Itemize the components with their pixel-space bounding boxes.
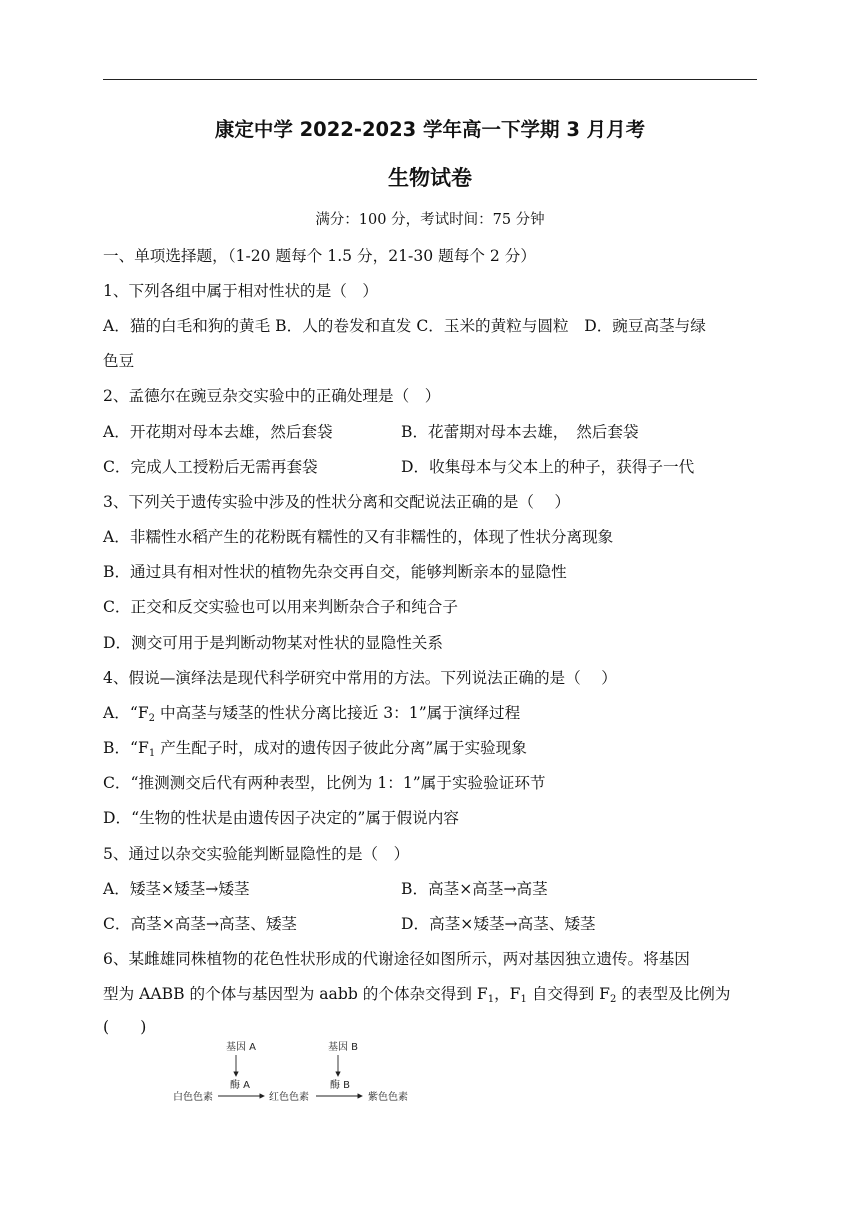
q2-option-a: A．开花期对母本去雄，然后套袋 [103, 423, 333, 441]
q1-stem: 1、下列各组中属于相对性状的是（ ） [103, 282, 379, 300]
q3-option-b: B．通过具有相对性状的植物先杂交再自交，能够判断亲本的显隐性 [103, 563, 567, 581]
q2-option-c: C．完成人工授粉后无需再套袋 [103, 458, 318, 476]
red-pigment-label: 红色色素 [269, 1092, 309, 1103]
white-pigment-label: 白色色素 [173, 1092, 213, 1103]
q2-stem: 2、孟德尔在豌豆杂交实验中的正确处理是（ ） [103, 387, 441, 405]
q5-stem: 5、通过以杂交实验能判断显隐性的是（ ） [103, 845, 410, 863]
q3-option-d: D．测交可用于是判断动物某对性状的显隐性关系 [103, 634, 443, 652]
metabolic-pathway-diagram [170, 1038, 430, 1106]
gene-b-label: 基因 B [328, 1042, 359, 1053]
exam-title: 康定中学 2022-2023 学年高一下学期 3 月月考 [214, 118, 646, 141]
q4-option-c: C．“推测测交后代有两种表型，比例为 1：1”属于实验验证环节 [103, 774, 546, 792]
q1-options-cont: 色豆 [103, 352, 135, 370]
q4-stem: 4、假说—演绎法是现代科学研究中常用的方法。下列说法正确的是（ ） [103, 669, 617, 687]
enzyme-b-label: 酶 B [330, 1080, 351, 1091]
q5-option-a: A．矮茎×矮茎→矮茎 [103, 880, 250, 898]
exam-subtitle: 生物试卷 [388, 166, 472, 190]
q2-option-d: D．收集母本与父本上的种子，获得子一代 [401, 458, 695, 476]
q4-option-d: D．“生物的性状是由遗传因子决定的”属于假说内容 [103, 809, 459, 827]
score-info: 满分：100 分，考试时间：75 分钟 [315, 212, 545, 228]
q2-option-b: B．花蕾期对母本去雄， 然后套袋 [401, 423, 639, 441]
q6-answer-blank: ( ) [103, 1018, 147, 1036]
q4-option-b: B．“$F_1$ 产生配子时，成对的遗传因子彼此分离”属于实验现象 [103, 739, 527, 759]
q3-stem: 3、下列关于遗传实验中涉及的性状分离和交配说法正确的是（ ） [103, 493, 571, 511]
q6-stem-line2: 型为 AABB 的个体与基因型为 aabb 的个体杂交得到 $F_1$，$F_1$ 自交得到 $F_2$ 的表型及比例为 [103, 985, 731, 1005]
purple-pigment-label: 紫色色素 [368, 1092, 408, 1103]
gene-a-label: 基因 A [226, 1042, 257, 1053]
q3-option-a: A．非糯性水稻产生的花粉既有糯性的又有非糯性的，体现了性状分离现象 [103, 528, 614, 546]
q3-option-c: C．正交和反交实验也可以用来判断杂合子和纯合子 [103, 598, 458, 616]
q5-option-b: B．高茎×高茎→高茎 [401, 880, 548, 898]
section-heading: 一、单项选择题，（1-20 题每个 1.5 分，21-30 题每个 2 分） [103, 247, 536, 265]
q5-option-d: D．高茎×矮茎→高茎、矮茎 [401, 915, 596, 933]
q1-options: A．猫的白毛和狗的黄毛 B．人的卷发和直发 C．玉米的黄粒与圆粒 D．豌豆高茎与绿 [103, 317, 706, 335]
enzyme-a-label: 酶 A [230, 1080, 251, 1091]
q4-option-a: A．“$F_2$ 中高茎与矮茎的性状分离比接近 3：1”属于演绎过程 [103, 704, 521, 724]
q6-stem-line1: 6、某雌雄同株植物的花色性状形成的代谢途径如图所示，两对基因独立遗传。将基因 [103, 950, 690, 968]
q5-option-c: C．高茎×高茎→高茎、矮茎 [103, 915, 298, 933]
header-rule [103, 79, 757, 80]
